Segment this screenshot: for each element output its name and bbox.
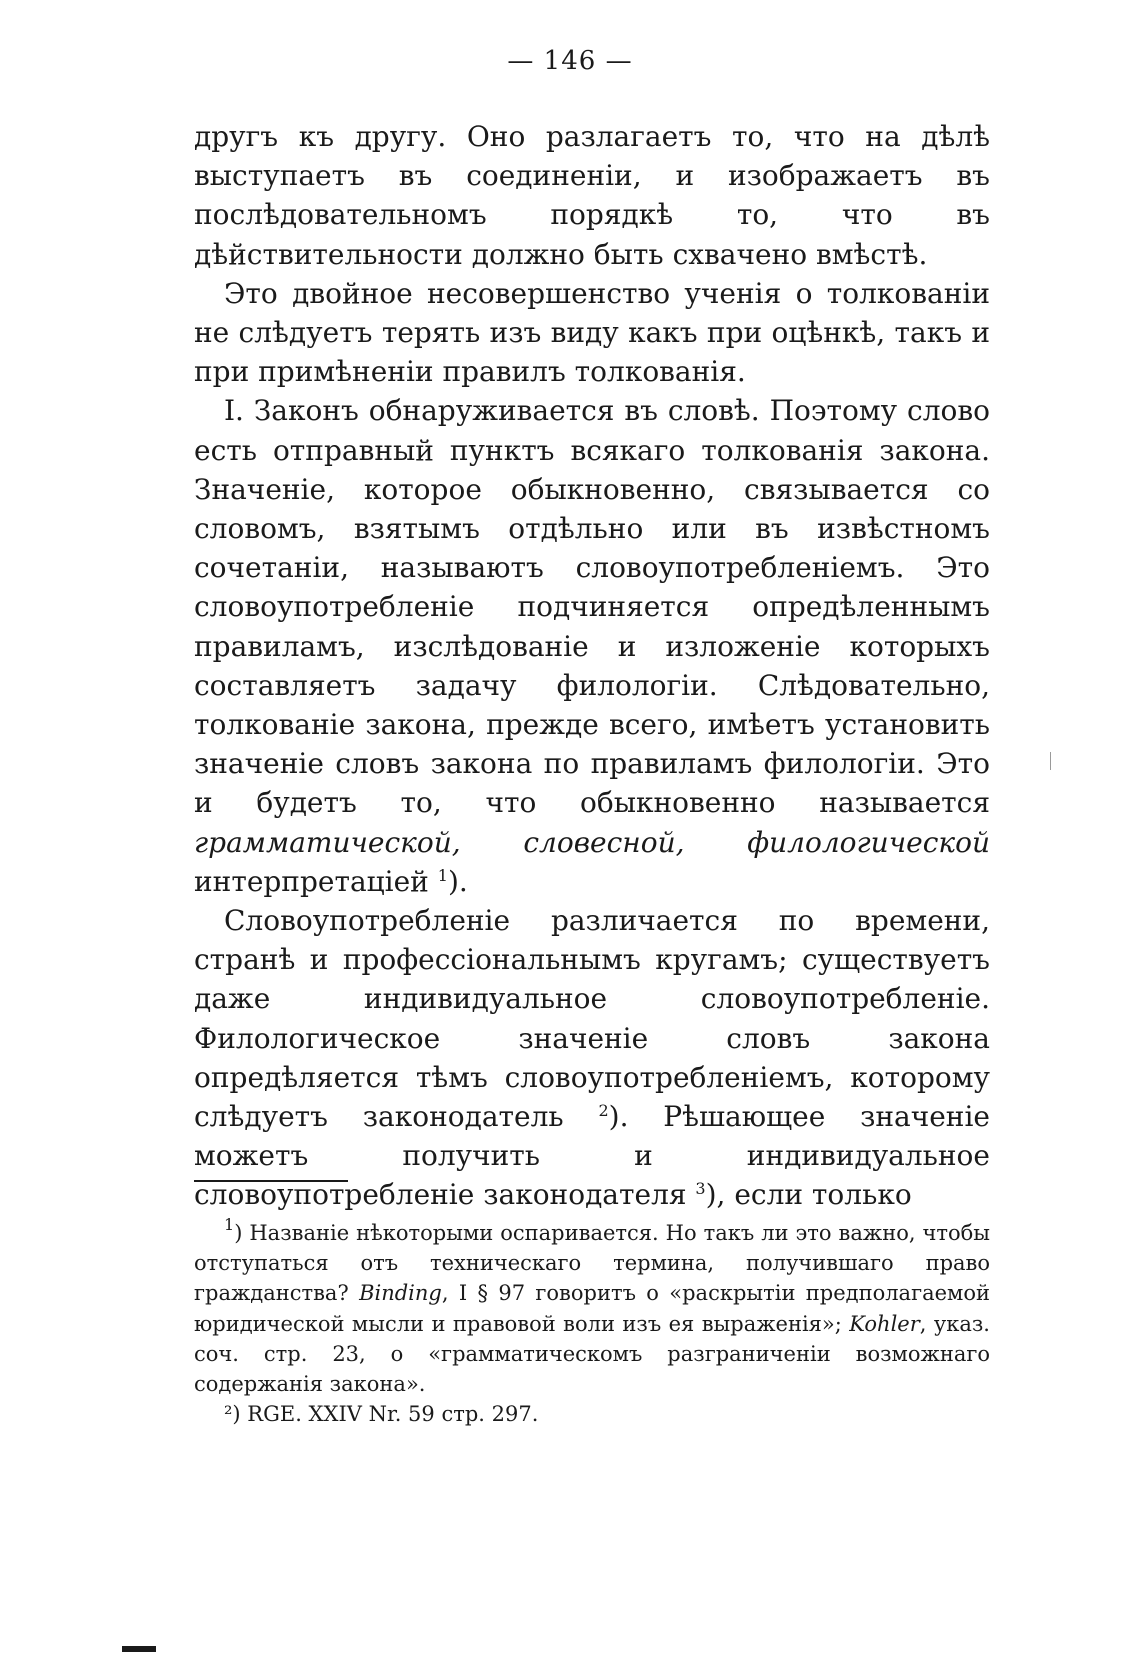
margin-mark xyxy=(1050,752,1051,770)
author-name: Binding xyxy=(359,1281,442,1306)
footnote-text: , указ. соч. стр. 23, о «грамматическомъ разграниченіи возможнаго содержанія закона». xyxy=(194,1311,990,1397)
paragraph-text: Словоупотребленіе различается по времени, странѣ и профессіональнымъ кругамъ; существуетъ даже индивидуальное словоупотребленіе. Филологическое значеніе словъ закона опредѣляется тѣмъ словоупотребленіемъ, которому слѣдуетъ законодатель xyxy=(194,904,990,1134)
footnote-1 xyxy=(194,1215,990,1399)
footnote-text: ) Названіе нѣкоторыми оспаривается. Но такъ ли это важно, чтобы отступаться отъ техническаго термина, получившаго право гражданства? xyxy=(194,1221,990,1306)
paragraph-text: ). Рѣшающее значеніе можетъ получить и индивидуальное словоупотребленіе законодателя xyxy=(194,1100,990,1212)
paragraph-text: ), если только xyxy=(705,1178,912,1212)
paragraph xyxy=(194,901,990,1215)
paragraph-text: Это двойное несовершенство ученія о толкованіи не слѣдуетъ терять изъ виду какъ при оцѣнкѣ, такъ и при примѣненіи правилъ толкованія. xyxy=(194,276,990,389)
paragraph xyxy=(194,274,990,392)
footnote-marker: 1 xyxy=(224,1215,235,1234)
scan-edge-mark xyxy=(122,1646,156,1652)
footnote-text: ) RGE. XXIV Nr. 59 стр. 297. xyxy=(232,1402,539,1427)
page-number: — 146 — xyxy=(507,46,633,76)
footnote-text: , I § 97 говоритъ о «раскрытіи предполагаемой юридической мысли и правовой воли изъ ея выраженія»; xyxy=(194,1281,990,1336)
footnote-divider xyxy=(194,1180,348,1182)
footnote-reference: 2 xyxy=(598,1101,609,1121)
italic-term: грамматической, словесной, филологической xyxy=(194,825,990,859)
paragraph-text: I. Законъ обнаруживается въ словѣ. Поэтому слово есть отправный пунктъ всякаго толкованія закона. Значеніе, которое обыкновенно, связывается со словомъ, взятымъ отдѣльно или въ извѣстномъ сочетаніи, называютъ словоупотребленіемъ. Это словоупотребленіе подчиняется опредѣленнымъ правиламъ, изслѣдованіе и изложеніе которыхъ составляетъ задачу филологіи. Слѣдовательно, толкованіе закона, прежде всего, имѣетъ установить значеніе словъ закона по правиламъ филологіи. Это и будетъ то, что обыкновенно называется xyxy=(194,394,990,820)
paragraph xyxy=(194,391,990,901)
paragraph-text: другъ къ другу. Оно разлагаетъ то, что на дѣлѣ выступаетъ въ соединеніи, и изображаетъ въ послѣдовательномъ порядкѣ то, что въ дѣйствительности должно быть схвачено вмѣстѣ. xyxy=(194,120,990,271)
footnote-reference: 1 xyxy=(437,865,448,885)
paragraph-continued xyxy=(194,117,990,274)
main-text xyxy=(194,117,990,1215)
footnote-2 xyxy=(194,1399,990,1429)
footnote-marker: ² xyxy=(224,1402,233,1427)
paragraph-text: интерпретаціей xyxy=(194,864,429,898)
author-name: Kohler xyxy=(849,1311,920,1336)
paragraph-text: ). xyxy=(447,864,468,898)
footnote-reference: 3 xyxy=(695,1179,706,1199)
footnotes xyxy=(194,1215,990,1429)
